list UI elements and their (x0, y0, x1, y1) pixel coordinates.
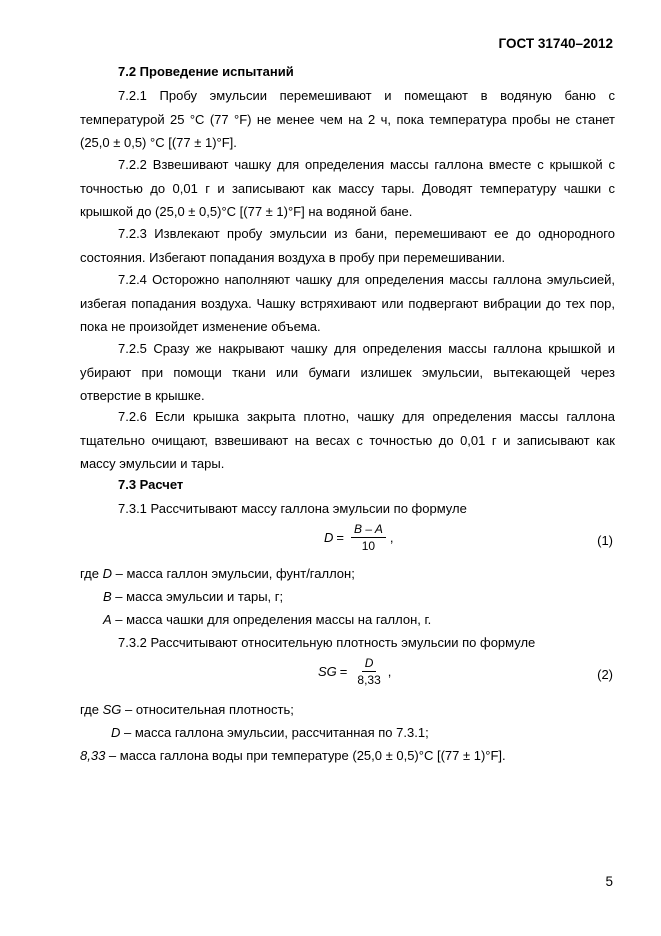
where-prefix: где (80, 566, 103, 581)
formula-1-equals: = (336, 530, 344, 545)
symbol-sg: SG (102, 702, 122, 717)
definition-d2-text: – масса галлона эмульсии, рассчитанная по 7.3.1; (120, 725, 429, 740)
formula-1-numerator: B – A (351, 522, 386, 538)
formula-1-tail: , (389, 530, 394, 545)
formula-1-number: (1) (597, 533, 613, 548)
formula-2-lhs: SG (318, 664, 337, 679)
paragraph-7-2-2: 7.2.2 Взвешивают чашку для определения массы галлона вместе с крышкой с точностью до 0,01 г и записывают как массу тары. Доводят температуру чашки с крышкой до (25,0 ± 0,5)°С [(77 ± 1)°F] на водяной бане. (80, 157, 615, 219)
definition-sg-text: – относительная плотность; (121, 702, 294, 717)
formula-1-lhs: D (324, 530, 334, 545)
paragraph-7-3-2: 7.3.2 Рассчитывают относительную плотность эмульсии по формуле (118, 635, 536, 650)
definition-d (80, 566, 355, 581)
definition-833-text: – масса галлона воды при температуре (25,0 ± 0,5)°С [(77 ± 1)°F]. (105, 748, 506, 763)
formula-2-number: (2) (597, 667, 613, 682)
definition-d-text: – масса галлон эмульсии, фунт/галлон; (111, 566, 355, 581)
formula-2-denominator: 8,33 (357, 673, 381, 687)
paragraph-7-2-4: 7.2.4 Осторожно наполняют чашку для определения массы галлона эмульсией, избегая попадания воздуха. Чашку встряхивают или подвергают вибрации до тех пор, пока не произойдет изменение объема. (80, 272, 615, 334)
where-prefix-2: где (80, 702, 103, 717)
symbol-833: 8,33 (80, 748, 106, 763)
formula-1 (0, 522, 661, 562)
section-title-7-2: 7.2 Проведение испытаний (118, 64, 294, 79)
formula-2-numerator: D (362, 656, 377, 672)
paragraph-7-3-1: 7.3.1 Рассчитывают массу галлона эмульсии по формуле (118, 501, 467, 516)
document-code: ГОСТ 31740–2012 (498, 36, 613, 51)
page-number: 5 (605, 874, 613, 889)
symbol-a: A (103, 612, 112, 627)
formula-2 (0, 656, 661, 696)
paragraph-7-2-6: 7.2.6 Если крышка закрыта плотно, чашку для определения массы галлона тщательно очищают, взвешивают на весах с точностью до 0,01 г и записывают как массу эмульсии и тары. (80, 409, 615, 471)
definition-sg (80, 702, 294, 717)
symbol-d2: D (111, 725, 121, 740)
definition-b-text: – масса эмульсии и тары, г; (111, 589, 284, 604)
formula-2-equals: = (339, 664, 348, 679)
formula-1-fraction (351, 522, 386, 553)
section-title-7-3: 7.3 Расчет (118, 477, 184, 492)
definition-a (103, 612, 431, 627)
formula-2-tail: , (387, 664, 392, 679)
definition-833 (80, 748, 506, 763)
definition-b (103, 589, 283, 604)
paragraph-7-2-1: 7.2.1 Пробу эмульсии перемешивают и помещают в водяную баню с температурой 25 °С (77 °F) не менее чем на 2 ч, пока температура пробы не станет (25,0 ± 0,5) °С [(77 ± 1)°F]. (80, 88, 615, 150)
formula-2-fraction (354, 656, 383, 687)
definition-d2 (111, 725, 429, 740)
formula-1-denominator: 10 (361, 539, 376, 553)
paragraph-7-2-3: 7.2.3 Извлекают пробу эмульсии из бани, перемешивают ее до однородного состояния. Избегают попадания воздуха в пробу при перемешивании. (80, 226, 615, 265)
definition-a-text: – масса чашки для определения массы на галлон, г. (111, 612, 432, 627)
symbol-d: D (102, 566, 112, 581)
paragraph-7-2-5: 7.2.5 Сразу же накрывают чашку для определения массы галлона крышкой и убирают при помощи ткани или бумаги излишек эмульсии, вытекающей через отверстие в крышке. (80, 341, 615, 403)
symbol-b: B (103, 589, 112, 604)
